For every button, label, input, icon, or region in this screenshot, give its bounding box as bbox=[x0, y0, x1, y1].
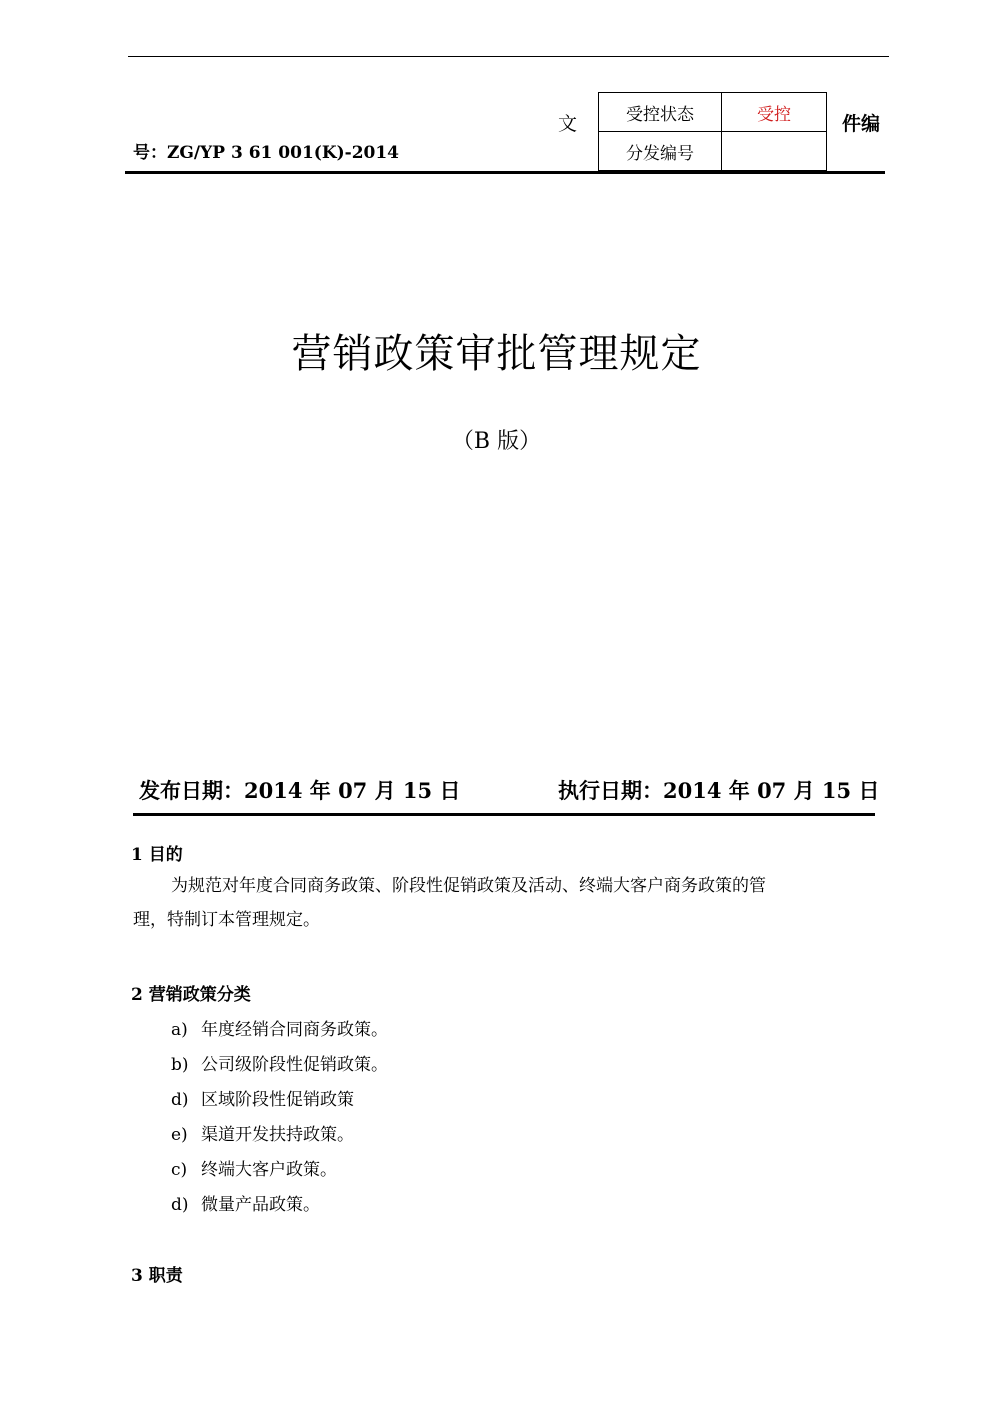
control-status-value: 受控 bbox=[722, 93, 827, 132]
header-rule bbox=[125, 171, 885, 174]
section-1-heading: 1 目的 bbox=[131, 845, 183, 865]
section-2-heading: 2 营销政策分类 bbox=[131, 985, 251, 1005]
release-date: 发布日期：2014 年 07 月 15 日 bbox=[139, 778, 461, 803]
date-rule bbox=[133, 813, 875, 816]
top-rule bbox=[128, 56, 889, 57]
list-item bbox=[171, 1120, 354, 1145]
distribution-number-label: 分发编号 bbox=[599, 132, 722, 171]
list-item-label: e) bbox=[171, 1125, 188, 1145]
list-item bbox=[171, 1155, 337, 1180]
effective-date: 执行日期：2014 年 07 月 15 日 bbox=[558, 778, 880, 803]
list-item-label: a) bbox=[171, 1020, 188, 1040]
distribution-number-value bbox=[722, 132, 827, 171]
control-status-table bbox=[598, 92, 827, 171]
list-item-text: 公司级阶段性促销政策。 bbox=[201, 1055, 388, 1075]
list-item-label: d) bbox=[171, 1195, 189, 1215]
list-item-text: 年度经销合同商务政策。 bbox=[201, 1020, 388, 1040]
list-item-label: d) bbox=[171, 1090, 189, 1110]
list-item-text: 渠道开发扶持政策。 bbox=[201, 1125, 354, 1145]
list-item bbox=[171, 1015, 388, 1040]
section-3-heading: 3 职责 bbox=[131, 1266, 183, 1286]
list-item-label: b) bbox=[171, 1055, 189, 1075]
document-version: （B 版） bbox=[451, 429, 542, 454]
distribution-number-row bbox=[599, 132, 827, 171]
list-item bbox=[171, 1085, 354, 1110]
control-status-label: 受控状态 bbox=[599, 93, 722, 132]
section-1-paragraph-line-2: 理，特制订本管理规定。 bbox=[133, 910, 320, 930]
list-item-text: 区域阶段性促销政策 bbox=[201, 1090, 354, 1110]
header-wen: 文 bbox=[558, 113, 578, 135]
list-item-text: 终端大客户政策。 bbox=[201, 1160, 337, 1180]
header-jianbian: 件编 bbox=[842, 113, 881, 135]
list-item-text: 微量产品政策。 bbox=[201, 1195, 320, 1215]
list-item bbox=[171, 1190, 320, 1215]
control-status-row bbox=[599, 93, 827, 132]
document-title: 营销政策审批管理规定 bbox=[291, 331, 702, 377]
section-1-paragraph-line-1: 为规范对年度合同商务政策、阶段性促销政策及活动、终端大客户商务政策的管 bbox=[171, 876, 766, 896]
list-item-label: c) bbox=[171, 1160, 188, 1180]
document-number: 号：ZG/YP 3 61 001(K)-2014 bbox=[133, 143, 400, 163]
list-item bbox=[171, 1050, 388, 1075]
